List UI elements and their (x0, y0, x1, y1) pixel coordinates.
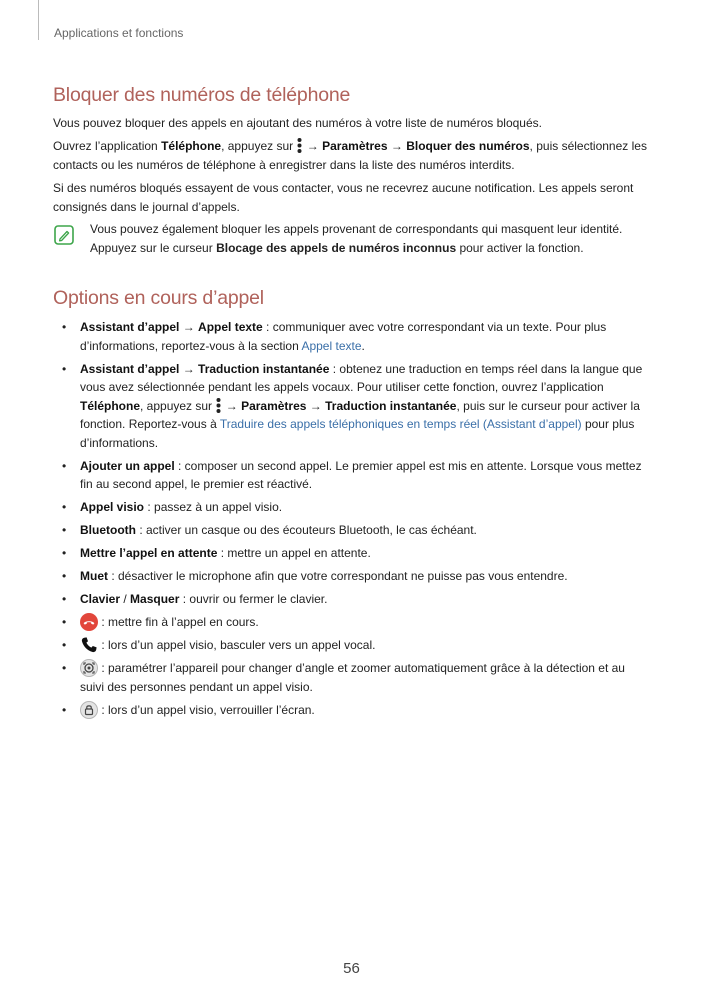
camera-tracking-icon (80, 659, 98, 677)
list-item: • : lors d’un appel visio, basculer vers un appel vocal. (60, 636, 650, 655)
list-item: • : mettre fin à l’appel en cours. (60, 613, 650, 632)
term-parametres: Paramètres (322, 139, 388, 153)
more-options-icon (216, 398, 221, 413)
section-title-block-numbers: Bloquer des numéros de téléphone (53, 84, 351, 106)
list-item: • Ajouter un appel : composer un second appel. Le premier appel est mis en attente. Lorsque vous mettez fin au second appel, le premier est réactivé. (60, 457, 650, 494)
list-item: • Assistant d’appel → Appel texte : communiquer avec votre correspondant via un texte. Pour plus d’informations, reportez-vous à la section Appel texte. (60, 318, 650, 355)
list-item: • Bluetooth : activer un casque ou des écouteurs Bluetooth, le cas échéant. (60, 521, 650, 540)
list-item: • : lors d’un appel visio, verrouiller l’écran. (60, 701, 650, 720)
note-text: Vous pouvez également bloquer les appels provenant de correspondants qui masquent leur identité. Appuyez sur le curseur Blocage des appels de numéros inconnus pour activer la fonction. (90, 222, 623, 255)
link-appel-texte[interactable]: Appel texte (301, 338, 362, 353)
link-traduire-appels[interactable]: Traduire des appels téléphoniques en temps réel (Assistant d’appel) (219, 417, 582, 431)
paragraph-intro: Vous pouvez bloquer des appels en ajoutant des numéros à votre liste de numéros bloqués. (53, 116, 542, 130)
list-item: • Assistant d’appel → Traduction instantanée : obtenez une traduction en temps réel dans la langue que vous avez sélectionnée pendant les appels vocaux. Pour utiliser cette fonction, ouvrez l’application Téléphone, appuyez sur → Paramètres → Traduction instantanée, puis sur le curseur pour activer la fonction. Reportez-vous à Traduire des appels téléphoniques en temps réel (Assistant d’appel) pour plus d’informations. (60, 360, 650, 453)
end-call-icon (80, 613, 98, 631)
term-telephone: Téléphone (161, 139, 222, 153)
term-blocage-inconnus: Blocage des appels de numéros inconnus (216, 241, 457, 255)
list-item: • Appel visio : passez à un appel visio. (60, 498, 650, 517)
running-header: Applications et fonctions (54, 26, 184, 40)
phone-icon (80, 636, 98, 654)
options-list (60, 318, 650, 724)
paragraph-notification: Si des numéros bloqués essayent de vous contacter, vous ne recevrez aucune notification. Les appels seront consignés dans le journal d’appels. (53, 181, 634, 214)
term-bloquer-numeros: Bloquer des numéros (406, 139, 530, 153)
list-item: • Clavier / Masquer : ouvrir ou fermer le clavier. (60, 590, 650, 609)
list-item: • Muet : désactiver le microphone afin que votre correspondant ne puisse pas vous entendre. (60, 567, 650, 586)
paragraph-instructions: Ouvrez l’application Téléphone, appuyez sur → Paramètres → Bloquer des numéros, puis sélectionnez les contacts ou les numéros de téléphone à enregistrer dans la liste des numéros interdits. (53, 139, 647, 172)
list-item: • : paramétrer l’appareil pour changer d’angle et zoomer automatiquement grâce à la détection et au suivi des personnes pendant un appel visio. (60, 659, 650, 696)
more-options-icon (297, 138, 302, 153)
lock-icon (80, 701, 98, 719)
note-icon (54, 225, 74, 245)
header-rule (38, 0, 39, 40)
page-number: 56 (343, 960, 360, 977)
section-title-options: Options en cours d’appel (53, 287, 264, 309)
list-item: • Mettre l’appel en attente : mettre un appel en attente. (60, 544, 650, 563)
